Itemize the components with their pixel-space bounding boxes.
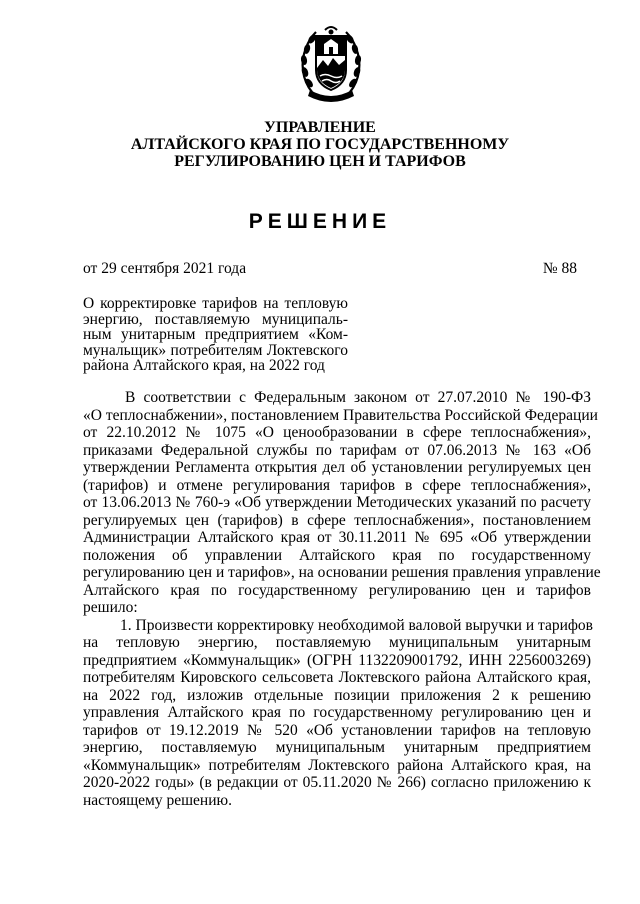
item1-line: предприятием «Коммунальщик» (ОГРН 1132209001792, ИНН 2256003269) xyxy=(83,651,591,669)
preamble-line: регулированию цен и тарифов», на основании решения правления управление xyxy=(83,564,601,581)
item1-line: на тепловую энергию, поставляемую муниципальным унитарным xyxy=(83,634,591,651)
item1-line: управления Алтайского края по государственному регулированию цен и xyxy=(83,704,591,721)
subject-line: мунальщик» потребителям Локтевского xyxy=(83,341,348,359)
preamble-line: от 13.06.2013 № 760-э «Об утверждении Методических указаний по расчету xyxy=(83,494,591,511)
authority-line-1: УПРАВЛЕНИЕ xyxy=(264,119,376,136)
document-title: РЕШЕНИЕ xyxy=(248,210,392,233)
item1-line: тарифов от 19.12.2019 № 520 «Об установлении тарифов на тепловую xyxy=(83,721,591,739)
document-body xyxy=(83,389,601,809)
subject-block xyxy=(83,296,348,374)
authority-line-2: АЛТАЙСКОГО КРАЯ ПО ГОСУДАРСТВЕННОМУ xyxy=(130,136,510,153)
subject-line: ным унитарным предприятием «Ком- xyxy=(83,326,348,343)
document-number: № 88 xyxy=(542,260,577,277)
preamble-line: от 22.10.2012 № 1075 «О ценообразовании в сфере теплоснабжения», xyxy=(83,424,591,441)
preamble-line: Алтайского края по государственному регулированию цен и тарифов xyxy=(83,581,591,599)
item1-line: настоящему решению. xyxy=(83,791,232,809)
preamble-line: утверждении Регламента открытия дел об установлении регулируемых цен xyxy=(83,459,591,476)
preamble-line: положения об управлении Алтайского края по государственному xyxy=(83,546,591,564)
preamble-line: регулируемых цен (тарифов) в сфере теплоснабжения», постановлением xyxy=(83,511,591,529)
preamble-line: (тарифов) и отмене регулирования тарифов в сфере теплоснабжения», xyxy=(83,476,591,494)
document-date: от 29 сентября 2021 года xyxy=(83,260,247,277)
preamble-line: приказами Федеральной службы по тарифам от 07.06.2013 № 163 «Об xyxy=(83,441,591,459)
subject-line: района Алтайского края, на 2022 год xyxy=(83,357,325,374)
preamble-line: решило: xyxy=(83,599,138,616)
item1-line: «Коммунальщик» потребителям Локтевского района Алтайского края, на xyxy=(83,756,591,774)
preamble-line: Администрации Алтайского края от 30.11.2011 № 695 «Об утверждении xyxy=(83,529,591,546)
subject-line: энергию, поставляемую муниципаль- xyxy=(83,310,348,328)
item1-line: 2020-2022 годы» (в редакции от 05.11.2020 № 266) согласно приложению к xyxy=(83,774,591,791)
item1-line: 1. Произвести корректировку необходимой валовой выручки и тарифов xyxy=(120,616,593,634)
preamble-line: «О теплоснабжении», постановлением Правительства Российской Федерации xyxy=(83,406,598,424)
coat-of-arms-emblem xyxy=(298,22,364,104)
item1-line: потребителям Кировского сельсовета Локтевского района Алтайского края, xyxy=(83,669,591,686)
issuing-authority xyxy=(0,119,640,170)
authority-line-3: РЕГУЛИРОВАНИЮ ЦЕН И ТАРИФОВ xyxy=(174,153,466,170)
subject-line: О корректировке тарифов на тепловую xyxy=(83,295,348,312)
preamble-line: В соответствии с Федеральным законом от 27.07.2010 № 190-ФЗ xyxy=(125,389,591,406)
item1-line: на 2022 год, изложив отдельные позиции приложения 2 к решению xyxy=(83,686,591,704)
item1-line: энергию, поставляемую муниципальным унитарным предприятием xyxy=(83,739,591,756)
